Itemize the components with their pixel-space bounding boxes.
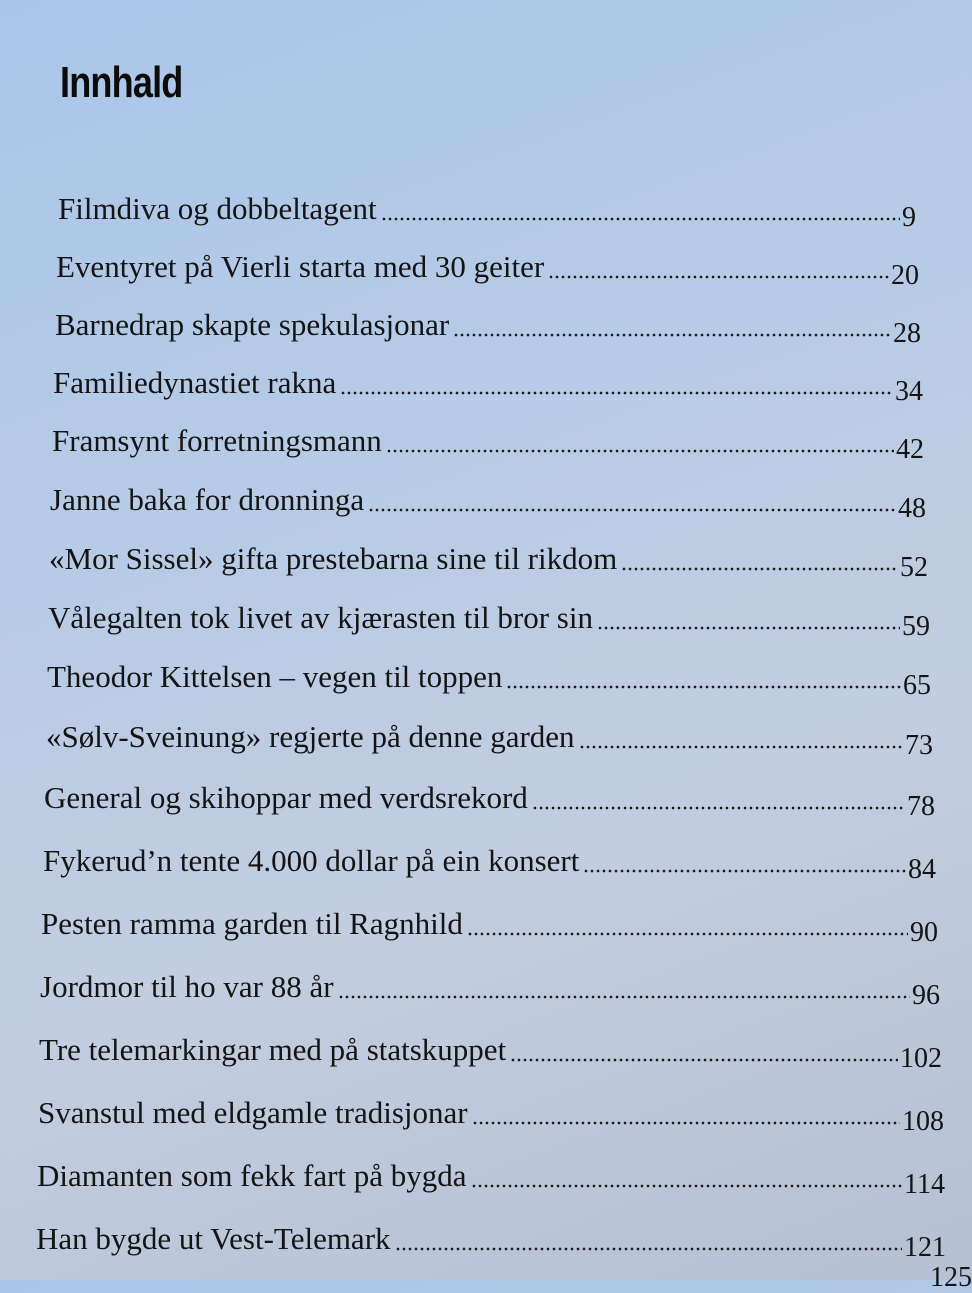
toc-entry (50, 477, 926, 525)
dot-leader (579, 744, 903, 750)
toc-entry (40, 964, 940, 1012)
toc-entry-page: 102 (900, 1043, 942, 1074)
dot-leader (510, 1057, 898, 1063)
toc-entry-title: Filmdiva og dobbeltagent (58, 191, 377, 226)
dot-leader (471, 1183, 902, 1189)
toc-entry-page: 9 (902, 202, 916, 233)
toc-entry-title: Framsynt forretningsmann (52, 423, 382, 458)
toc-entry-page: 84 (908, 854, 936, 885)
toc-entry (58, 186, 916, 234)
toc-entry-page: 28 (893, 318, 921, 349)
dot-leader (506, 684, 901, 690)
toc-entry (53, 360, 923, 408)
toc-entry-page: 48 (898, 493, 926, 524)
toc-entry-page: 59 (902, 611, 930, 642)
toc-entry-title: Tre telemarkingar med på statskuppet (39, 1032, 507, 1067)
toc-entry (37, 1153, 945, 1201)
dot-leader (532, 805, 905, 811)
toc-entry-page: 90 (910, 917, 938, 948)
toc-entry (38, 1090, 944, 1138)
toc-entry (46, 714, 933, 762)
toc-entry (41, 901, 938, 949)
dot-leader (453, 332, 891, 338)
toc-entry (52, 418, 924, 466)
toc-entry-page: 73 (905, 730, 933, 761)
toc-entry-title: Vålegalten tok livet av kjærasten til bror sin (48, 600, 593, 635)
toc-entry-title: Fykerud’n tente 4.000 dollar på ein konsert (43, 843, 580, 878)
toc-entry-title: Theodor Kittelsen – vegen til toppen (47, 659, 503, 694)
toc-entry-page: 20 (891, 260, 919, 291)
toc-entry-page: 34 (895, 376, 923, 407)
toc-entry-title: General og skihoppar med verdsrekord (44, 780, 528, 815)
toc-entry (49, 536, 928, 584)
toc-entry (55, 302, 921, 350)
toc-entry-page: 108 (902, 1106, 944, 1137)
toc-entry (56, 244, 919, 292)
dot-leader (548, 274, 889, 280)
toc-entry-page: 42 (896, 434, 924, 465)
toc-entry-page: 65 (903, 670, 931, 701)
toc-entry-title: «Sølv-Sveinung» regjerte på denne garden (46, 719, 575, 754)
dot-leader (340, 390, 893, 396)
cut-off-page-number (930, 1262, 972, 1293)
dot-leader (621, 566, 898, 572)
toc-entry (43, 838, 936, 886)
toc-entry-title: «Mor Sissel» gifta prestebarna sine til rikdom (49, 541, 618, 576)
toc-entry-title: Svanstul med eldgamle tradisjonar (38, 1095, 468, 1130)
toc-entry-title: Familiedynastiet rakna (53, 365, 337, 400)
dot-leader (467, 931, 908, 937)
dot-leader (583, 868, 906, 874)
page-title: Innhald (60, 58, 183, 107)
toc-entry-title: Pesten ramma garden til Ragnhild (41, 906, 463, 941)
toc-entry (44, 775, 935, 823)
toc-entry-title: Eventyret på Vierli starta med 30 geiter (56, 249, 545, 284)
toc-entry-title: Barnedrap skapte spekulasjonar (55, 307, 450, 342)
toc-entry-title: Jordmor til ho var 88 år (40, 969, 334, 1004)
dot-leader (472, 1120, 900, 1126)
dot-leader (338, 994, 910, 1000)
toc-entry-page: 96 (912, 980, 940, 1011)
toc-entry-title: Diamanten som fekk fart på bygda (37, 1158, 467, 1193)
toc-entry-title: Han bygde ut Vest-Telemark (36, 1221, 391, 1256)
toc-entry (48, 595, 930, 643)
dot-leader (368, 507, 896, 513)
dot-leader (597, 625, 900, 631)
dot-leader (386, 448, 894, 454)
toc-entry (47, 654, 931, 702)
toc-entry-page: 78 (907, 791, 935, 822)
dot-leader (395, 1246, 902, 1252)
toc-entry-page: 52 (900, 552, 928, 583)
toc-entry (39, 1027, 942, 1075)
toc-entry (36, 1216, 946, 1264)
toc-entry-page: 114 (904, 1169, 945, 1200)
toc-entry-page: 121 (904, 1232, 946, 1263)
cut-off-page-number-text: 125 (930, 1262, 972, 1293)
toc-entry-title: Janne baka for dronninga (50, 482, 365, 517)
dot-leader (381, 216, 900, 222)
